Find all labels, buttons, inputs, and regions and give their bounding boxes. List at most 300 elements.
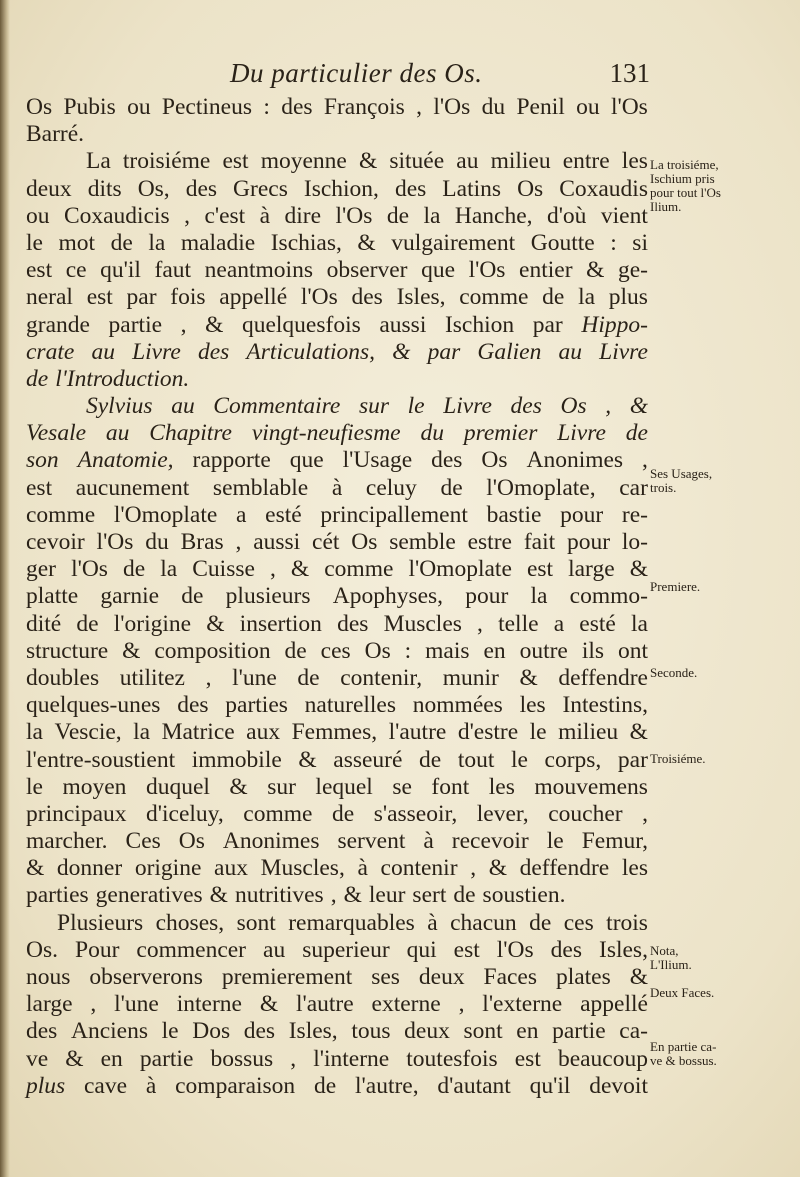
word: troisiéme — [122, 148, 211, 175]
word: Vescie, — [54, 719, 122, 746]
word: ve — [26, 1045, 49, 1072]
word: à — [357, 855, 368, 882]
word: aussi — [253, 529, 301, 555]
word: : — [610, 229, 617, 256]
page-header — [230, 58, 650, 94]
margin-note — [650, 944, 692, 972]
word: l'entre-soustient — [26, 746, 176, 773]
word: Os — [560, 393, 587, 420]
word: platte — [26, 583, 79, 610]
word: le — [546, 828, 564, 855]
word: Cuisse — [192, 556, 255, 583]
word: quelquesfois — [241, 311, 361, 338]
word: & — [629, 719, 648, 746]
word: premierement — [221, 964, 353, 990]
word: , — [330, 882, 337, 909]
word: le — [407, 393, 425, 420]
word: Chapitre — [149, 420, 232, 447]
word: partie — [552, 1018, 606, 1045]
word: Pour — [75, 936, 120, 963]
word: au — [105, 420, 130, 447]
word: ont — [617, 637, 648, 664]
word: & — [122, 637, 141, 664]
word: des — [197, 338, 230, 365]
text-line — [26, 1018, 648, 1045]
word: ils — [581, 637, 605, 664]
margin-note-line: Nota, — [650, 943, 679, 958]
margin-note-line: L'Ilium. — [650, 957, 692, 972]
word: tous — [351, 1018, 391, 1045]
word: Anonimes — [222, 828, 320, 855]
word: la — [423, 202, 441, 229]
word: plusieurs — [225, 583, 311, 610]
word: d'estre — [457, 719, 519, 746]
word: l'Usage — [342, 447, 413, 474]
word: sur — [267, 773, 296, 800]
word: aussi — [379, 311, 427, 338]
word: esté — [579, 610, 616, 637]
body-text — [26, 94, 648, 1100]
word: neral — [26, 284, 73, 311]
text-line — [26, 148, 648, 175]
word: appellé — [580, 991, 648, 1018]
word: Os — [517, 175, 544, 202]
word: au — [91, 338, 115, 365]
word: dire — [284, 202, 322, 229]
word: aucunement — [75, 474, 190, 501]
word: ou — [127, 94, 151, 120]
word: s'asseoir, — [373, 800, 458, 827]
word: , — [90, 991, 97, 1018]
word: & — [298, 746, 317, 773]
word: lequel — [315, 773, 373, 800]
word: cét — [312, 529, 340, 555]
word: d'où — [546, 202, 587, 229]
margin-note — [650, 467, 712, 495]
word: des — [510, 393, 542, 420]
word: du — [145, 529, 169, 555]
word: est — [514, 1045, 541, 1072]
word: & — [357, 229, 376, 256]
word: de — [284, 637, 307, 664]
word: outre — [519, 637, 568, 664]
word: deffendre — [558, 664, 648, 691]
word: a — [236, 501, 247, 528]
text-line — [26, 855, 648, 882]
text-line — [26, 284, 648, 311]
word: par — [617, 746, 648, 773]
word: parties — [225, 692, 288, 719]
margin-note — [650, 986, 714, 1000]
word: deffendre — [519, 855, 610, 882]
word: moyen — [62, 773, 127, 800]
word: du — [420, 420, 444, 447]
word: de — [314, 1072, 337, 1099]
word: crate — [26, 338, 75, 365]
word: milieu — [490, 148, 551, 175]
margin-note-line: ve & bossus. — [650, 1053, 717, 1068]
margin-note — [650, 666, 697, 680]
text-line — [26, 556, 648, 583]
word: & — [206, 610, 225, 637]
word: des — [185, 175, 218, 202]
word: est — [222, 148, 249, 175]
word: insertion — [239, 610, 322, 637]
text-line — [26, 203, 648, 230]
word: l'Os — [610, 94, 648, 120]
word: servent — [337, 828, 406, 855]
word: entre — [562, 148, 610, 175]
word: sur — [358, 393, 390, 420]
text-line — [26, 583, 648, 610]
word: est — [26, 257, 53, 284]
word: dité — [26, 610, 62, 637]
word: , — [642, 800, 648, 827]
word: François — [323, 94, 405, 120]
text-line — [26, 176, 648, 203]
word: utilitez — [119, 664, 185, 691]
word: , — [470, 855, 477, 882]
word: au — [456, 148, 479, 175]
word: des — [243, 1018, 276, 1045]
word: Barré. — [26, 121, 85, 148]
text-line — [26, 230, 648, 257]
word: mot — [58, 229, 96, 256]
word: naturelles — [304, 692, 397, 719]
word: ca- — [619, 1018, 648, 1045]
word: & — [205, 311, 224, 338]
word: trois — [606, 909, 648, 936]
word: car — [619, 474, 648, 501]
word: des — [177, 692, 209, 719]
word: Sylvius — [86, 393, 153, 420]
word: ou — [26, 202, 50, 229]
word: large — [26, 991, 73, 1018]
word: Apophyses, — [332, 583, 444, 610]
word: doubles — [26, 664, 100, 691]
word: Dos — [192, 1018, 231, 1045]
word: plus — [26, 1072, 66, 1099]
word: partie — [139, 1045, 194, 1072]
word: l'une — [232, 664, 277, 691]
word: , — [642, 447, 648, 474]
word: & — [290, 556, 310, 583]
word: Latins — [442, 175, 502, 202]
word: l'Introduction. — [55, 365, 190, 392]
word: Ischion, — [303, 175, 379, 202]
word: Livre — [557, 420, 606, 447]
word: de — [181, 583, 204, 610]
margin-note-line: Ses Usages, — [650, 466, 713, 481]
word: munir — [442, 664, 499, 691]
word: à — [427, 909, 438, 936]
word: leur — [368, 882, 406, 909]
word: d'autant — [437, 1072, 511, 1099]
word: Ischion — [444, 311, 515, 338]
word: des — [431, 447, 463, 474]
book-spine-shadow — [0, 0, 10, 1177]
word: l'Omoplate — [113, 501, 218, 528]
word: de — [542, 284, 565, 311]
word: nommées — [412, 692, 503, 719]
word: La — [86, 148, 111, 175]
word: son — [26, 447, 59, 474]
word: toutesfois — [406, 1045, 498, 1072]
word: les — [488, 773, 515, 800]
word: Vesale — [26, 420, 87, 447]
word: l'Os — [335, 202, 373, 229]
word: vulgairement — [391, 229, 516, 256]
word: , — [605, 393, 612, 420]
text-line — [26, 502, 648, 529]
word: Os — [364, 637, 391, 664]
word: qui — [406, 936, 437, 963]
word: Matrice — [161, 719, 235, 746]
word: Plusieurs — [57, 909, 144, 936]
word: nutritives — [234, 882, 324, 909]
word: & — [343, 882, 362, 909]
word: comparaison — [175, 1072, 296, 1099]
word: lo- — [621, 529, 648, 555]
text-line — [26, 692, 648, 719]
text-line — [26, 257, 648, 284]
word: commo- — [569, 583, 648, 610]
margin-note-line: Seconde. — [650, 665, 698, 680]
word: le — [161, 1018, 179, 1045]
word: remarquables — [288, 909, 415, 936]
text-line — [26, 1046, 648, 1073]
word: immobile — [191, 746, 282, 773]
word: les — [621, 148, 648, 175]
word: par — [126, 284, 157, 311]
word: Anatomie, — [77, 447, 174, 474]
word: la — [148, 229, 166, 256]
word: deux — [418, 964, 465, 990]
word: structure — [26, 637, 109, 664]
word: soustien. — [482, 882, 566, 909]
text-line — [26, 937, 648, 964]
word: à — [259, 202, 271, 229]
word: , — [458, 991, 465, 1018]
word: mais — [425, 637, 470, 664]
word: corps, — [544, 746, 602, 773]
text-line — [26, 801, 648, 828]
word: ou — [576, 94, 600, 120]
word: l'une — [114, 991, 159, 1018]
word: la — [630, 610, 648, 637]
word: Femur, — [581, 828, 648, 855]
word: , — [184, 202, 190, 229]
word: externe — [371, 991, 441, 1018]
word: bastie — [486, 501, 542, 528]
text-line — [26, 393, 648, 420]
word: Galien — [477, 338, 542, 365]
word: commencer — [136, 936, 247, 963]
margin-note — [650, 158, 721, 214]
word: & — [519, 664, 538, 691]
word: milieu — [558, 719, 619, 746]
word: de — [529, 909, 552, 936]
word: superieur — [302, 936, 390, 963]
text-line — [26, 910, 648, 937]
word: de — [440, 474, 463, 501]
word: garnie — [100, 583, 160, 610]
word: premier — [463, 420, 538, 447]
word: l'autre — [388, 719, 447, 746]
margin-note-line: En partie ca- — [650, 1039, 717, 1054]
word: & — [392, 338, 411, 365]
word: a — [553, 610, 565, 637]
word: de — [26, 365, 49, 392]
word: entier — [519, 257, 573, 284]
word: aux — [214, 855, 248, 882]
word: de — [297, 664, 320, 691]
margin-note-line: La troisiéme, — [650, 157, 719, 172]
word: , — [416, 94, 423, 120]
word: cave — [84, 1072, 128, 1099]
margin-note-line: trois. — [650, 480, 677, 495]
word: Anciens — [70, 1018, 148, 1045]
word: Goutte — [530, 229, 595, 256]
word: contenir — [380, 855, 458, 882]
word: est — [453, 936, 480, 963]
word: , — [269, 556, 276, 583]
word: dits — [87, 175, 122, 202]
page-number: 131 — [609, 58, 650, 88]
word: Livre — [443, 393, 492, 420]
word: ger — [26, 556, 57, 583]
word: semblable — [212, 474, 309, 501]
word: vient — [600, 202, 648, 229]
word: & — [259, 991, 279, 1018]
word: Muscles, — [260, 855, 345, 882]
word: le — [26, 229, 43, 256]
margin-note-line: pour tout l'Os — [650, 185, 721, 200]
word: rapporte — [192, 447, 271, 474]
word: de — [331, 800, 355, 827]
text-line — [26, 719, 648, 746]
word: contenir, — [340, 664, 423, 691]
word: l'Os — [300, 284, 338, 311]
word: chacun — [450, 909, 517, 936]
text-line — [26, 475, 648, 502]
word: telle — [498, 610, 539, 637]
word: appellé — [219, 284, 288, 311]
word: devoit — [589, 1072, 648, 1099]
word: maladie — [180, 229, 256, 256]
word: Ces — [125, 828, 161, 855]
word: Faces — [483, 964, 538, 990]
word: Hippo- — [581, 311, 648, 338]
word: que — [421, 257, 455, 284]
word: des — [550, 936, 582, 963]
text-line — [26, 774, 648, 801]
word: sont — [236, 909, 276, 936]
word: & — [358, 148, 378, 175]
word: des — [337, 610, 369, 637]
word: Isles, — [396, 284, 446, 311]
margin-note — [650, 1040, 717, 1068]
word: & — [26, 855, 45, 882]
word: plates — [555, 964, 611, 990]
word: l'autre, — [355, 1072, 419, 1099]
text-line — [26, 447, 648, 474]
word: Os — [26, 94, 53, 120]
word: bossus — [210, 1045, 274, 1072]
text-line — [26, 611, 648, 638]
word: Intestins, — [562, 692, 648, 719]
text-line — [26, 366, 648, 393]
word: semble — [389, 529, 456, 555]
word: & — [629, 964, 648, 990]
word: origine — [134, 855, 202, 882]
word: ge- — [617, 257, 648, 284]
word: Penil — [516, 94, 565, 120]
text-line — [26, 339, 648, 366]
word: large — [568, 556, 615, 583]
word: Livre — [599, 338, 648, 365]
word: en — [100, 1045, 123, 1072]
word: & — [65, 1045, 84, 1072]
word: parties — [26, 882, 89, 909]
word: faut — [154, 257, 192, 284]
word: l'Omoplate — [408, 556, 512, 583]
word: Isles, — [288, 1018, 338, 1045]
word: d'iceluy, — [146, 800, 224, 827]
margin-note-line: Ischium pris — [650, 171, 715, 186]
text-line — [26, 964, 648, 991]
word: estre — [467, 529, 512, 555]
word: des — [281, 94, 313, 120]
word: ce — [65, 257, 87, 284]
word: des — [351, 284, 383, 311]
word: Commentaire — [213, 393, 341, 420]
word: à — [331, 474, 343, 501]
word: & — [586, 257, 605, 284]
word: à — [423, 828, 434, 855]
word: quelques-unes — [26, 692, 161, 719]
word: aux — [246, 719, 281, 746]
word: sont — [463, 1018, 503, 1045]
word: plus — [608, 284, 648, 311]
word: Coxaudis — [559, 175, 648, 202]
text-line — [26, 529, 648, 556]
text-line — [26, 882, 648, 909]
word: Pubis — [63, 94, 116, 120]
word: de — [386, 202, 410, 229]
word: que — [289, 447, 324, 474]
word: par — [427, 338, 461, 365]
text-line — [26, 991, 648, 1018]
word: du — [481, 94, 506, 120]
word: Os — [481, 447, 508, 474]
word: recevoir — [451, 828, 529, 855]
word: & — [488, 855, 507, 882]
word: marcher. — [26, 828, 108, 855]
word: mouvemens — [534, 773, 648, 800]
word: vingt-neufiesme — [251, 420, 401, 447]
word: asseuré — [333, 746, 403, 773]
word: & — [629, 393, 648, 420]
word: l'Os — [433, 94, 471, 120]
word: generatives — [95, 882, 203, 909]
word: , — [205, 664, 212, 691]
word: le — [510, 746, 528, 773]
word: donner — [56, 855, 123, 882]
word: re- — [621, 501, 648, 528]
word: fois — [170, 284, 206, 311]
word: : — [404, 637, 412, 664]
